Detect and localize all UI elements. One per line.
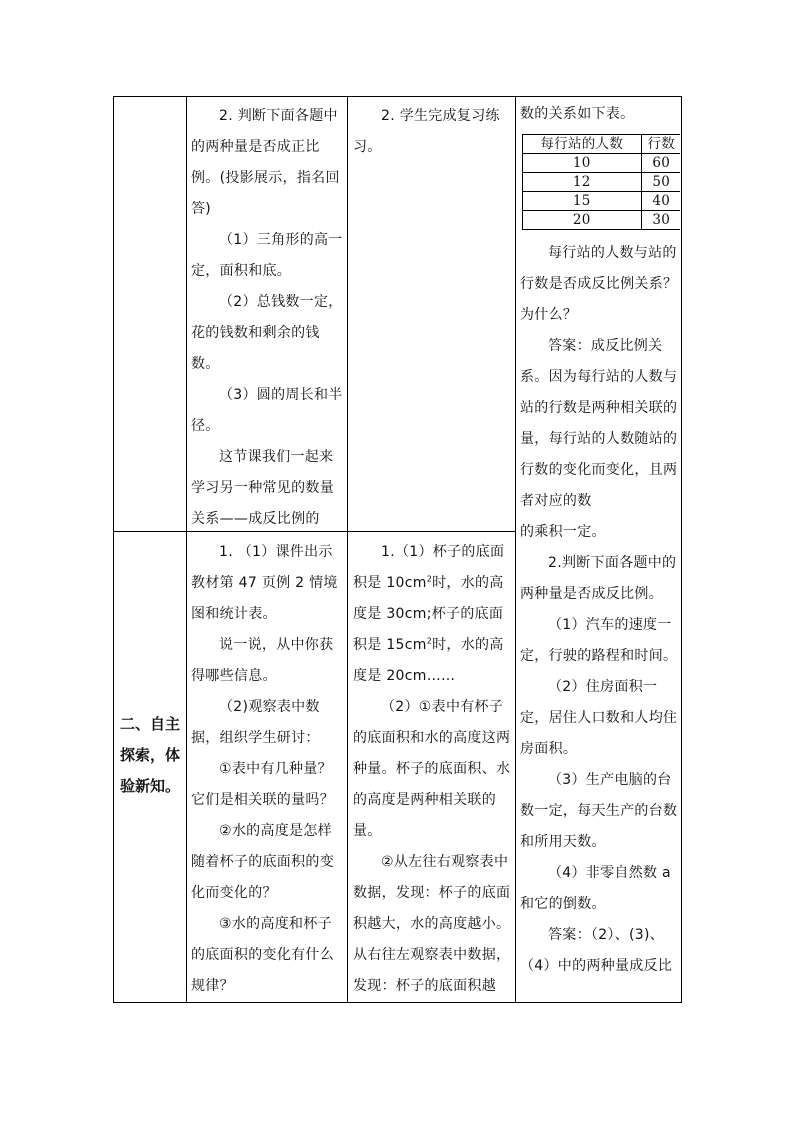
teacher-paragraph: ③水的高度和杯子的底面积的变化有什么规律？ xyxy=(191,916,334,994)
table-header: 每行站的人数 xyxy=(523,135,642,154)
table-cell: 10 xyxy=(523,154,642,173)
row2-teacher-cell xyxy=(191,537,344,1002)
data-table xyxy=(522,134,680,230)
student-paragraph: （2）①表中有杯子的底面积和水的高度这两种量。杯子的底面积、水的高度是两种相关联的量。 xyxy=(353,699,511,839)
teacher-paragraph: 1. （1）课件出示教材第 47 页例 2 情境图和统计表。 xyxy=(191,544,338,622)
student-paragraph xyxy=(353,537,511,692)
teacher-paragraph: ①表中有几种量？它们是相关联的量吗？ xyxy=(191,761,334,808)
column-divider xyxy=(347,97,348,1002)
teacher-paragraph: 这节课我们一起来学习另一种常见的数量关系——成反比例的 xyxy=(191,449,334,527)
table-cell: 15 xyxy=(523,192,642,211)
column-divider xyxy=(186,97,187,1002)
superscript-2: 2 xyxy=(426,636,433,646)
student-paragraph: ②从左往右观察表中数据，发现：杯子的底面积越大，水的高度越小。从右往左观察表中数据，发现：杯子的底面积越 xyxy=(353,854,511,994)
exercise-answer-end: 的乘积一定。 xyxy=(520,524,606,540)
exercise-answer: 答案：成反比例关系。因为每行站的人数与站的行数是两种相关联的量，每行站的人数随站的行数的变化而变化，且两者对应的数 xyxy=(520,338,678,509)
table-row xyxy=(523,192,681,211)
exercise-item: （3）生产电脑的台数一定，每天生产的台数和所用天数。 xyxy=(520,772,678,850)
row-divider xyxy=(114,531,515,532)
exercise-question: 每行站的人数与站的行数是否成反比例关系？为什么？ xyxy=(520,245,678,323)
teacher-paragraph: （2）总钱数一定，花的钱数和剩余的钱数。 xyxy=(191,294,343,372)
table-row xyxy=(523,211,681,230)
lesson-table xyxy=(113,96,682,1003)
student-paragraph: 2. 学生完成复习练习。 xyxy=(353,108,500,155)
student-text: 时，水的高度是 20cm…… xyxy=(353,637,504,684)
row1-teacher-cell xyxy=(191,101,344,529)
table-row xyxy=(523,154,681,173)
row1-student-cell xyxy=(353,101,511,529)
teacher-paragraph: ②水的高度是怎样随着杯子的底面积的变化而变化的？ xyxy=(191,823,334,901)
table-cell: 30 xyxy=(641,211,680,230)
exercise-cell xyxy=(520,99,680,1002)
row2-student-cell xyxy=(353,537,511,1002)
student-text: 时，水的高度是 30cm;杯子的底面积是 15cm xyxy=(353,575,504,653)
column-divider xyxy=(515,97,516,1002)
teacher-paragraph: （1）三角形的高一定，面积和底。 xyxy=(191,232,343,279)
student-text: 1.（1）杯子的底面积是 10cm xyxy=(353,544,505,591)
exercise-answer: 答案：（2）、(3)、（4）中的两种量成反比 xyxy=(520,927,673,974)
exercise-question: 2.判断下面各题中的两种量是否成反比例。 xyxy=(520,555,677,602)
exercise-item: （4）非零自然数 a 和它的倒数。 xyxy=(520,865,671,912)
table-cell: 40 xyxy=(641,192,680,211)
table-header: 行数 xyxy=(641,135,680,154)
exercise-intro: 数的关系如下表。 xyxy=(520,106,635,122)
teacher-paragraph: （2)观察表中数据，组织学生研讨： xyxy=(191,699,320,746)
superscript-2: 2 xyxy=(426,574,433,584)
teacher-paragraph: 说一说，从中你获得哪些信息。 xyxy=(191,637,334,684)
table-cell: 60 xyxy=(641,154,680,173)
table-row xyxy=(523,173,681,192)
table-cell: 12 xyxy=(523,173,642,192)
exercise-item: （1）汽车的速度一定，行驶的路程和时间。 xyxy=(520,617,678,664)
table-cell: 50 xyxy=(641,173,680,192)
table-cell: 20 xyxy=(523,211,642,230)
teacher-paragraph: （3）圆的周长和半径。 xyxy=(191,387,343,434)
exercise-item: （2）住房面积一定，居住人口数和人均住房面积。 xyxy=(520,679,678,757)
teacher-paragraph: 2. 判断下面各题中的两种量是否成正比例。(投影展示，指名回答) xyxy=(191,108,340,217)
section-label: 二、自主探索，体验新知。 xyxy=(119,715,180,795)
